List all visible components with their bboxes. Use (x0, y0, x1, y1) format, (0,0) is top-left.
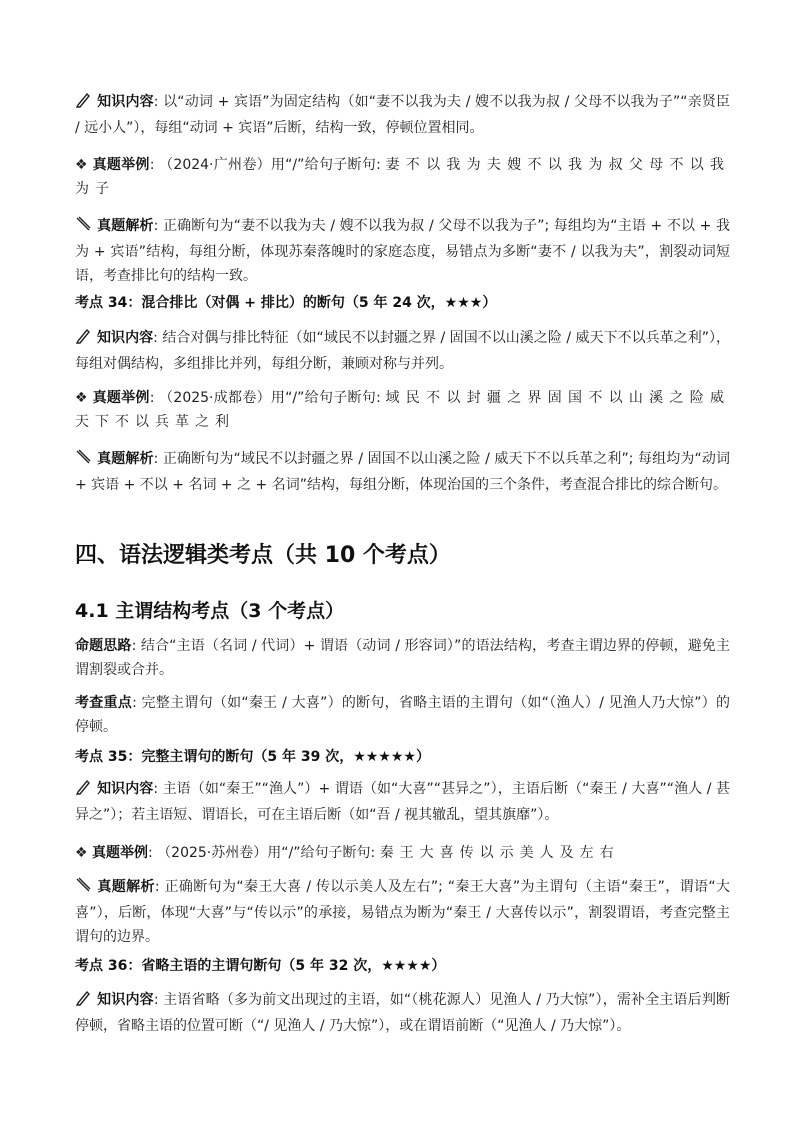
diamond-icon: ❖ (75, 845, 93, 861)
pencil-icon (75, 990, 93, 1014)
knowledge-label: 知识内容 (97, 992, 154, 1008)
ruler-pencil-icon (75, 216, 93, 240)
focus-label: 考查重点 (75, 695, 133, 711)
idea-label: 命题思路 (75, 638, 132, 654)
ruler-pencil-icon (75, 449, 93, 473)
kp36-heading: 考点 36：省略主语的主谓句断句（5 年 32 次，★★★★） (75, 958, 446, 974)
knowledge-label: 知识内容 (97, 330, 154, 346)
analysis-paragraph (75, 875, 730, 949)
knowledge-text: : 主语省略（多为前文出现过的主语，如“（桃花源人）见渔人 / 乃大惊”），需补全主语后判断停顿，省略主语的位置可断（“/ 见渔人 / 乃大惊”），或在谓语前断（“见渔人 / 乃大惊”）。 (75, 992, 731, 1034)
focus-text: : 完整主谓句（如“秦王 / 大喜”）的断句，省略主语的主谓句（如“（渔人）/ 见渔人乃大惊”）的停顿。 (75, 695, 731, 735)
diamond-icon: ❖ (75, 390, 93, 406)
analysis-label: 真题解析 (97, 451, 154, 467)
kp34-heading: 考点 34：混合排比（对偶 + 排比）的断句（5 年 24 次，★★★） (75, 295, 497, 311)
example-sentence: 妻不以我为夫嫂不以我为叔父母不以我为子 (75, 157, 731, 197)
example-text: : （2025·成都卷）用“/”给句子断句: (149, 390, 386, 406)
example-label: 真题举例 (92, 390, 150, 406)
knowledge-label: 知识内容 (97, 94, 154, 110)
pencil-icon (75, 92, 93, 116)
pencil-icon (75, 779, 93, 803)
analysis-paragraph (75, 214, 730, 288)
analysis-text: : 正确断句为“秦王大喜 / 传以示美人及左右”; “秦王大喜”为主谓句（主语“秦王”，谓语“大喜”），后断，体现“大喜”与“传以示”的承接，易错点为断为“秦王 / 大喜传以示”，割裂谓语，考查完整主谓句的边界。 (75, 879, 730, 945)
section-heading: 四、语法逻辑类考点（共 10 个考点） (75, 543, 451, 568)
knowledge-text: : 以“动词 + 宾语”为固定结构（如“妻不以我为夫 / 嫂不以我为叔 / 父母不以我为子”“亲贤臣 / 远小人”），每组“动词 + 宾语”后断，结构一致，停顿位置相同。 (75, 94, 731, 136)
example-text: : （2025·苏州卷）用“/”给句子断句: (148, 845, 380, 861)
knowledge-paragraph (75, 326, 730, 376)
analysis-text: : 正确断句为“域民不以封疆之界 / 固国不以山溪之险 / 威天下不以兵革之利”; 每组均为“动词 + 宾语 + 不以 + 名词 + 之 + 名词”结构，每组分断，体现治国的三个条件，考查混合排比的综合断句。 (75, 451, 730, 493)
knowledge-paragraph (75, 777, 730, 827)
knowledge-paragraph (75, 988, 730, 1038)
example-paragraph (75, 841, 730, 865)
example-label: 真题举例 (92, 157, 150, 173)
knowledge-text: : 主语（如“秦王”“渔人”）+ 谓语（如“大喜”“甚异之”），主语后断（“秦王 / 大喜”“渔人 / 甚异之”）；若主语短、谓语长，可在主语后断（如“吾 / 视其辙乱，望其旗靡”）。 (75, 781, 730, 823)
example-text: : （2024·广州卷）用“/”给句子断句: (149, 157, 386, 173)
focus-paragraph (75, 691, 730, 739)
analysis-label: 真题解析 (97, 879, 155, 895)
diamond-icon: ❖ (75, 157, 93, 173)
example-sentence: 域民不以封疆之界固国不以山溪之险威天下不以兵革之利 (75, 390, 731, 430)
analysis-label: 真题解析 (97, 218, 154, 234)
ruler-pencil-icon (75, 877, 93, 901)
analysis-paragraph (75, 447, 730, 497)
idea-paragraph (75, 634, 730, 682)
analysis-text: : 正确断句为“妻不以我为夫 / 嫂不以我为叔 / 父母不以我为子”; 每组均为“主语 + 不以 + 我为 + 宾语”结构，每组分断，体现苏秦落魄时的家庭态度，易错点为多断“妻不 / 以我为夫”，割裂动词短语，考查排比句的结构一致。 (75, 218, 730, 284)
example-sentence: 秦王大喜传以示美人及左右 (379, 845, 620, 861)
pencil-icon (75, 328, 93, 352)
knowledge-label: 知识内容 (97, 781, 154, 797)
knowledge-paragraph (75, 90, 730, 140)
knowledge-text: : 结合对偶与排比特征（如“域民不以封疆之界 / 固国不以山溪之险 / 威天下不以兵革之利”），每组对偶结构，多组排比并列，每组分断，兼顾对称与并列。 (75, 330, 731, 372)
kp35-heading: 考点 35：完整主谓句的断句（5 年 39 次，★★★★★） (75, 749, 430, 765)
example-paragraph (75, 153, 730, 201)
idea-text: : 结合“主语（名词 / 代词）+ 谓语（动词 / 形容词）”的语法结构，考查主谓边界的停顿，避免主谓割裂或合并。 (75, 638, 731, 678)
example-paragraph (75, 386, 730, 434)
example-label: 真题举例 (92, 845, 149, 861)
subsection-heading: 4.1 主谓结构考点（3 个考点） (75, 600, 345, 622)
